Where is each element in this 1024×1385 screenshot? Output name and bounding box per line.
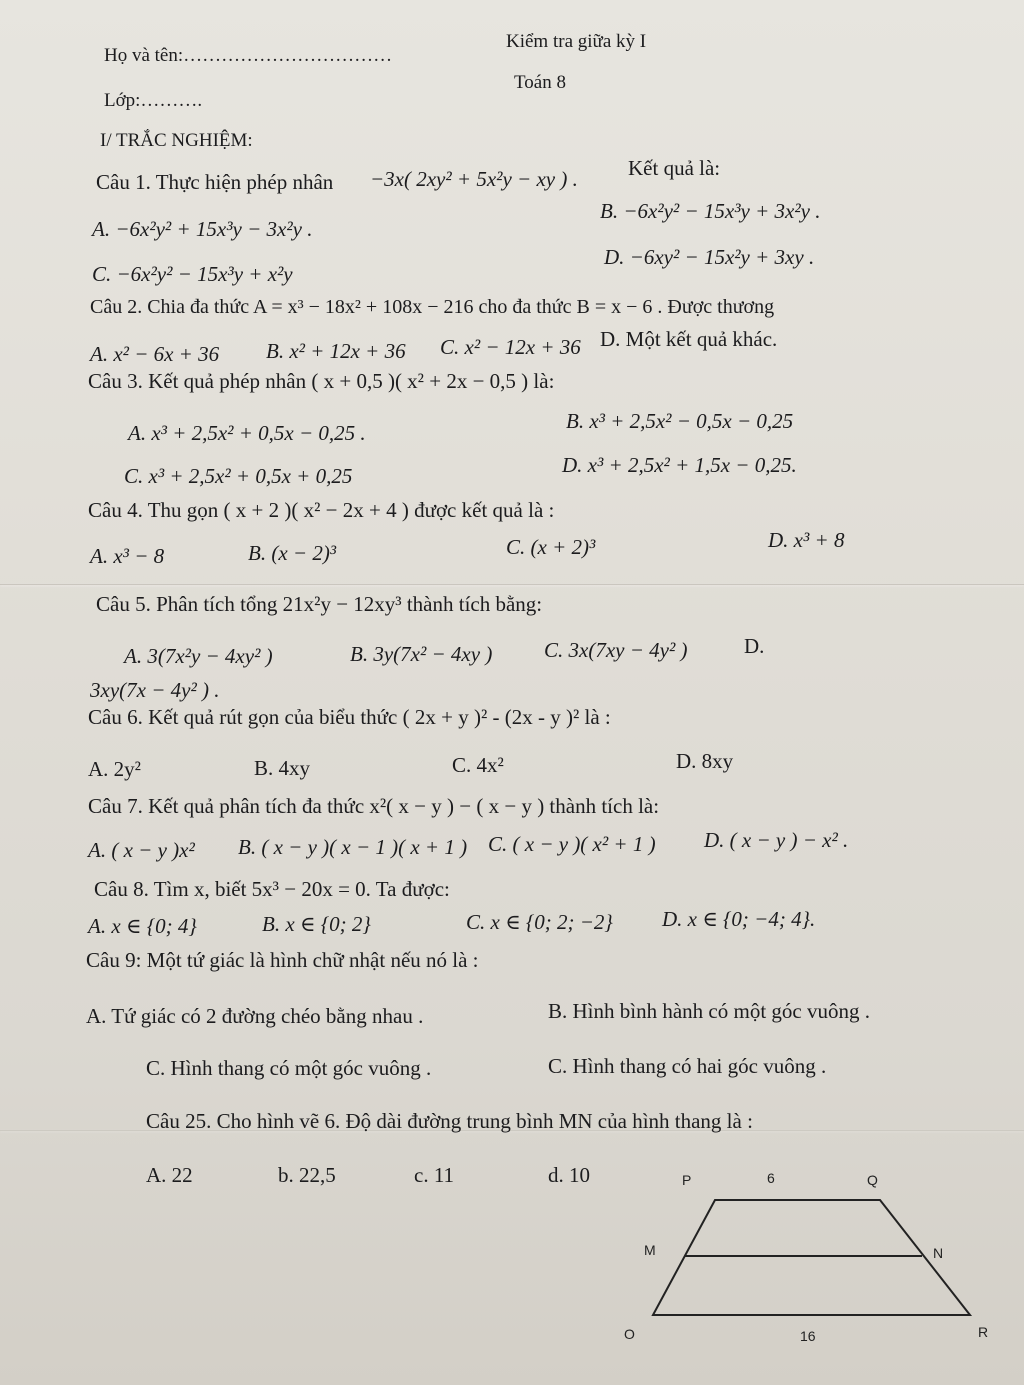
q8-option-a: A. x ∈ {0; 4}	[88, 914, 197, 938]
q7-option-d: D. ( x − y ) − x² .	[704, 828, 849, 852]
vertex-r: R	[978, 1324, 989, 1340]
q3-prompt: Câu 3. Kết quả phép nhân ( x + 0,5 )( x² + 2x − 0,5 ) là:	[88, 369, 555, 393]
q2-option-d: D. Một kết quả khác.	[600, 327, 778, 351]
q5-option-b: B. 3y(7x² − 4xy )	[350, 642, 493, 666]
q4-option-a: A. x³ − 8	[90, 544, 165, 568]
q25-prompt: Câu 25. Cho hình vẽ 6. Độ dài đường trung bình MN của hình thang là :	[146, 1109, 753, 1133]
q1-option-d: D. −6xy² − 15x²y + 3xy .	[604, 245, 815, 269]
q5-option-d-content: 3xy(7x − 4y² ) .	[90, 678, 220, 702]
q5-option-a: A. 3(7x²y − 4xy² )	[124, 644, 273, 668]
q7-option-b: B. ( x − y )( x − 1 )( x + 1 )	[238, 835, 468, 859]
name-label: Họ và tên:……………………………	[104, 45, 393, 66]
q1-suffix: Kết quả là:	[628, 156, 721, 180]
bottom-length: 16	[800, 1328, 816, 1344]
q1-option-a: A. −6x²y² + 15x³y − 3x²y .	[92, 217, 313, 241]
q3-option-d: D. x³ + 2,5x² + 1,5x − 0,25.	[562, 453, 797, 477]
q2-option-b: B. x² + 12x + 36	[266, 339, 406, 363]
q8-option-b: B. x ∈ {0; 2}	[262, 912, 371, 936]
q2-option-a: A. x² − 6x + 36	[90, 342, 220, 366]
q2-option-c: C. x² − 12x + 36	[440, 335, 581, 359]
q25-option-c: c. 11	[414, 1163, 455, 1187]
q9-option-b: B. Hình bình hành có một góc vuông .	[548, 999, 870, 1023]
vertex-q: Q	[867, 1172, 878, 1188]
point-n: N	[933, 1245, 944, 1261]
q4-option-d: D. x³ + 8	[768, 528, 845, 552]
q3-option-a: A. x³ + 2,5x² + 0,5x − 0,25 .	[128, 421, 366, 445]
q7-option-c: C. ( x − y )( x² + 1 )	[488, 832, 656, 856]
q5-option-d: D.	[744, 634, 765, 658]
q3-option-b: B. x³ + 2,5x² − 0,5x − 0,25	[566, 409, 794, 433]
q1-expression: −3x( 2xy² + 5x²y − xy ) .	[370, 167, 578, 191]
q25-option-a: A. 22	[146, 1163, 193, 1187]
vertex-o: O	[624, 1326, 635, 1342]
q9-option-a: A. Tứ giác có 2 đường chéo bằng nhau .	[86, 1004, 424, 1028]
trapezoid-shape	[653, 1200, 970, 1315]
q7-option-a: A. ( x − y )x²	[88, 838, 195, 862]
q1-option-b: B. −6x²y² − 15x³y + 3x²y .	[600, 199, 821, 223]
q6-prompt: Câu 6. Kết quả rút gọn của biểu thức ( 2x + y )² - (2x - y )² là :	[88, 705, 611, 729]
q6-option-b: B. 4xy	[254, 756, 311, 780]
top-length: 6	[767, 1170, 775, 1186]
q8-prompt: Câu 8. Tìm x, biết 5x³ − 20x = 0. Ta được:	[94, 877, 450, 901]
q4-option-b: B. (x − 2)³	[248, 541, 337, 565]
q8-option-d: D. x ∈ {0; −4; 4}.	[662, 907, 816, 931]
trapezoid-figure	[610, 1155, 1010, 1355]
q1-option-c: C. −6x²y² − 15x³y + x²y	[92, 262, 293, 286]
q6-option-c: C. 4x²	[452, 753, 504, 777]
q9-prompt: Câu 9: Một tứ giác là hình chữ nhật nếu nó là :	[86, 948, 479, 972]
q9-option-d: C. Hình thang có hai góc vuông .	[548, 1054, 827, 1078]
q3-option-c: C. x³ + 2,5x² + 0,5x + 0,25	[124, 464, 353, 488]
q6-option-d: D. 8xy	[676, 749, 734, 773]
q2-prompt: Câu 2. Chia đa thức A = x³ − 18x² + 108x − 216 cho đa thức B = x − 6 . Được thương	[90, 296, 775, 318]
q7-prompt: Câu 7. Kết quả phân tích đa thức x²( x − y ) − ( x − y ) thành tích là:	[88, 794, 660, 818]
q5-prompt: Câu 5. Phân tích tổng 21x²y − 12xy³ thành tích bằng:	[96, 592, 543, 616]
q25-option-b: b. 22,5	[278, 1163, 336, 1187]
q5-option-c: C. 3x(7xy − 4y² )	[544, 638, 688, 662]
point-m: M	[644, 1242, 656, 1258]
exam-title: Kiểm tra giữa kỳ I	[506, 31, 647, 52]
vertex-p: P	[682, 1172, 692, 1188]
q25-option-d: d. 10	[548, 1163, 590, 1187]
q6-option-a: A. 2y²	[88, 757, 141, 781]
q1-prompt: Câu 1. Thực hiện phép nhân	[96, 170, 334, 194]
q4-prompt: Câu 4. Thu gọn ( x + 2 )( x² − 2x + 4 ) được kết quả là :	[88, 498, 555, 522]
q4-option-c: C. (x + 2)³	[506, 535, 596, 559]
section-title: I/ TRẮC NGHIỆM:	[100, 130, 253, 151]
q9-option-c: C. Hình thang có một góc vuông .	[146, 1056, 432, 1080]
q8-option-c: C. x ∈ {0; 2; −2}	[466, 910, 613, 934]
subject-label: Toán 8	[514, 72, 566, 93]
class-label: Lớp:……….	[104, 90, 203, 111]
